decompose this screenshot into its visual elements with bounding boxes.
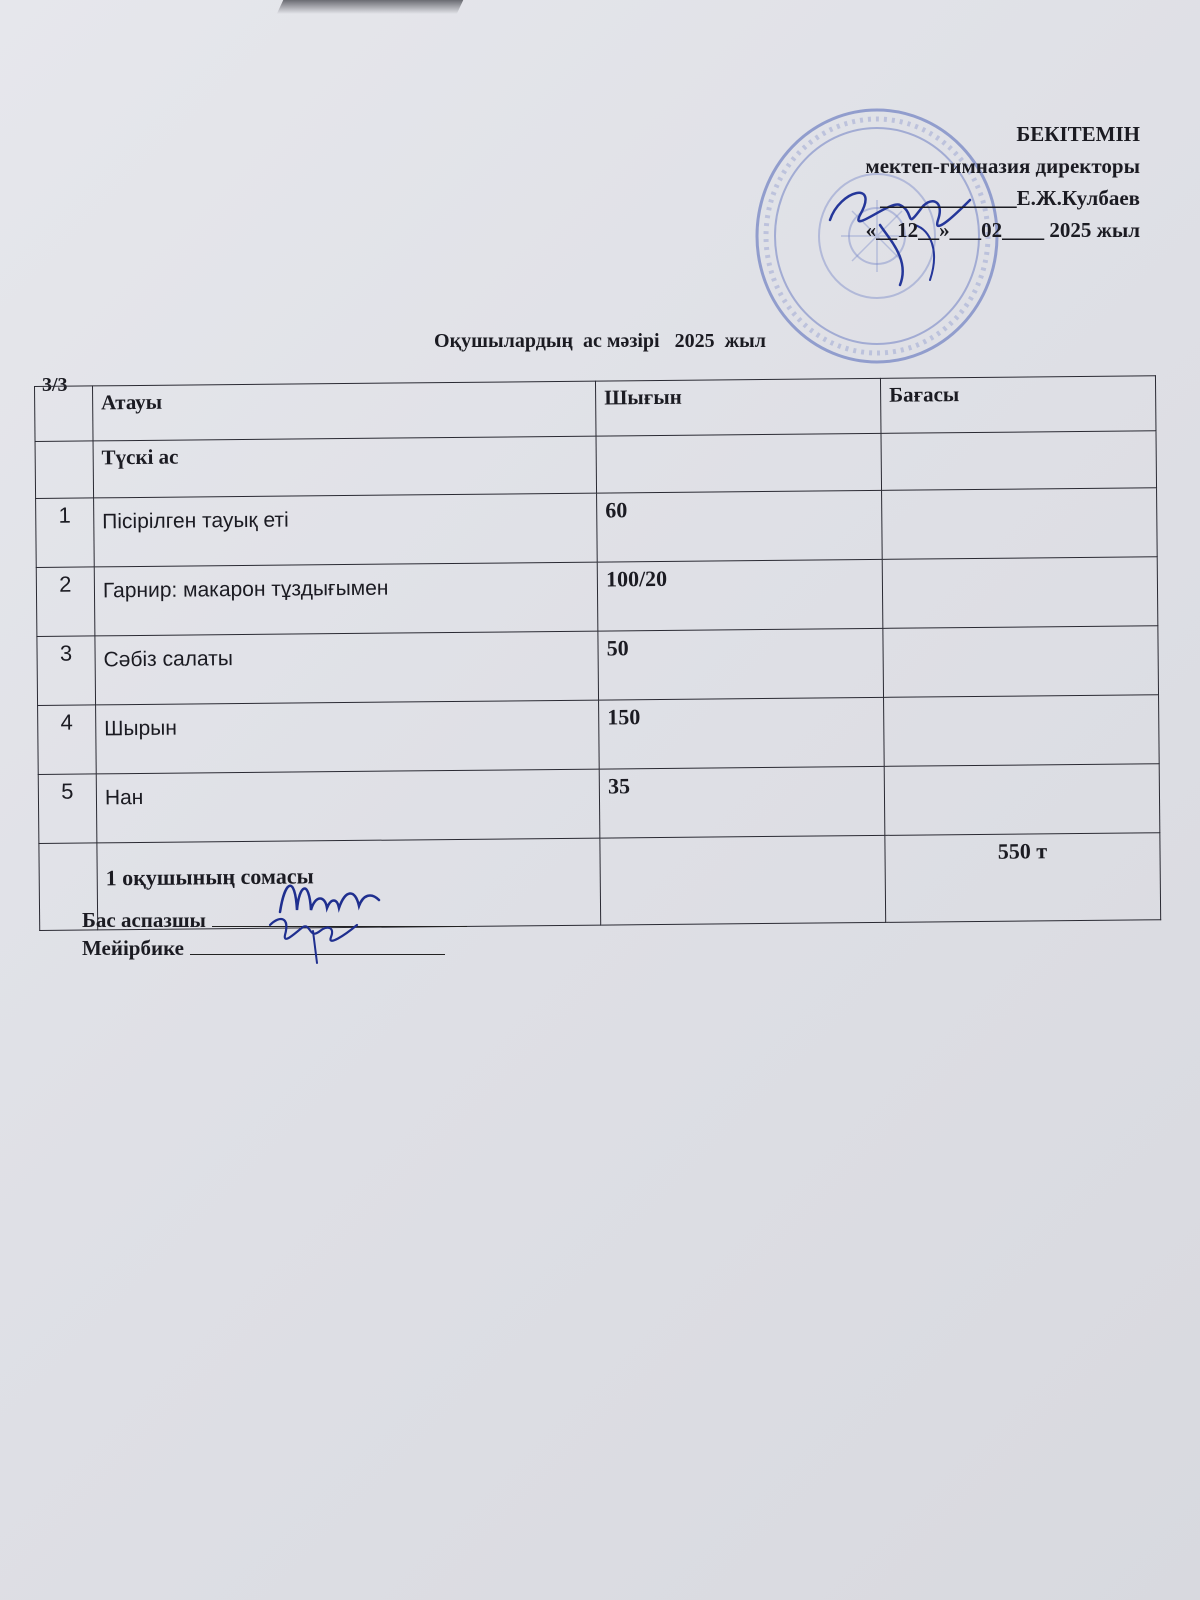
header-num-cell bbox=[35, 386, 93, 442]
row-dish-name: Гарнир: макарон тұздығымен bbox=[94, 562, 598, 636]
document-title-text: Оқушылардың ас мәзірі 2025 жыл bbox=[434, 330, 766, 352]
row-number: 1 bbox=[36, 498, 95, 568]
approval-name-line: _____________Е.Ж.Кулбаев bbox=[880, 186, 1140, 210]
paper-edge-shadow bbox=[277, 0, 464, 14]
row-dish-name: Пісірілген тауық еті bbox=[93, 493, 597, 567]
table-row bbox=[38, 695, 1160, 775]
table-row bbox=[38, 764, 1160, 844]
row-price bbox=[882, 557, 1158, 629]
section-num-cell bbox=[35, 441, 93, 499]
header-amount: Шығын bbox=[596, 378, 881, 436]
row-number: 3 bbox=[37, 636, 96, 706]
header-price: Бағасы bbox=[880, 376, 1156, 434]
row-price bbox=[884, 695, 1160, 767]
approval-block bbox=[865, 118, 1140, 246]
row-amount: 60 bbox=[597, 490, 883, 562]
total-amount-cell bbox=[600, 835, 886, 925]
row-price bbox=[883, 626, 1159, 698]
total-price: 550 т bbox=[885, 833, 1161, 923]
menu-table bbox=[34, 375, 1161, 931]
table-row bbox=[36, 488, 1158, 568]
header-name: Атауы bbox=[92, 381, 596, 441]
row-amount: 50 bbox=[598, 628, 884, 700]
row-number: 2 bbox=[36, 567, 95, 637]
page-number: 3/3 bbox=[42, 374, 68, 396]
row-dish-name: Нан bbox=[96, 769, 600, 843]
row-amount: 100/20 bbox=[597, 559, 883, 631]
row-dish-name: Сәбіз салаты bbox=[95, 631, 599, 705]
table-row bbox=[37, 626, 1159, 706]
section-row bbox=[35, 431, 1156, 499]
row-amount: 150 bbox=[599, 697, 885, 769]
total-label: 1 оқушының сомасы bbox=[97, 838, 601, 930]
row-number: 4 bbox=[38, 705, 97, 775]
section-price-cell bbox=[881, 431, 1157, 491]
row-number: 5 bbox=[38, 774, 97, 844]
section-amount-cell bbox=[596, 433, 881, 493]
row-dish-name: Шырын bbox=[95, 700, 599, 774]
row-price bbox=[884, 764, 1160, 836]
row-amount: 35 bbox=[599, 766, 885, 838]
approval-date-line: «__12__»___02____ 2025 жыл bbox=[865, 218, 1140, 242]
row-price bbox=[882, 488, 1158, 560]
nurse-label: Мейірбике bbox=[82, 936, 184, 960]
approval-title: БЕКІТЕМІН bbox=[1016, 122, 1140, 146]
nurse-signature-icon bbox=[265, 905, 365, 965]
approval-position: мектеп-гимназия директоры bbox=[865, 154, 1140, 178]
chef-label: Бас аспазшы bbox=[82, 908, 206, 932]
section-title: Түскі ас bbox=[93, 436, 597, 498]
document-title bbox=[0, 330, 1200, 353]
table-row bbox=[36, 557, 1158, 637]
